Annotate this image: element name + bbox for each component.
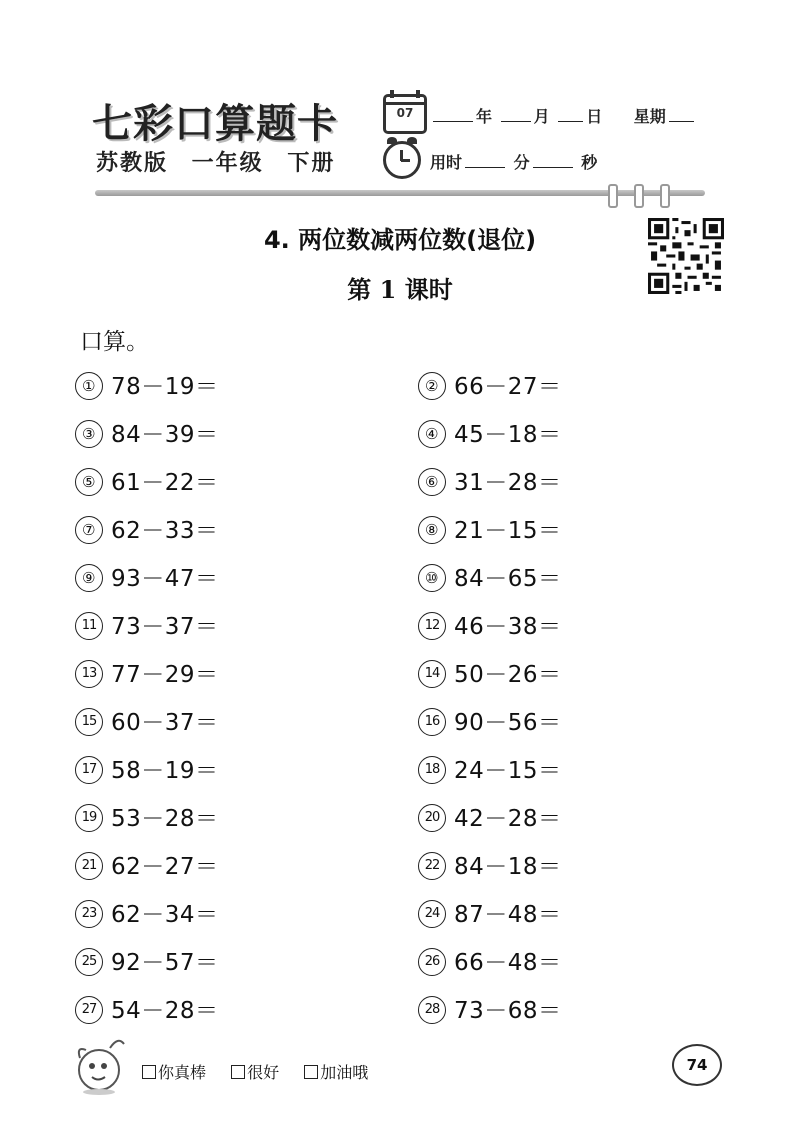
date-line	[430, 104, 697, 127]
problem-item	[75, 656, 219, 690]
praise-good[interactable]: 很好	[231, 1063, 279, 1082]
problem-number: 15	[75, 708, 103, 736]
binder-pin	[634, 184, 644, 208]
section-label: 口算。	[80, 329, 149, 355]
problem-number: ②	[418, 372, 446, 400]
problem-item	[418, 464, 562, 498]
problem-number: 13	[75, 660, 103, 688]
problem-item	[418, 656, 562, 690]
problem-expression: 60－37＝	[111, 710, 219, 736]
checkbox[interactable]	[231, 1065, 245, 1079]
problem-number: 22	[418, 852, 446, 880]
problem-number: ⑧	[418, 516, 446, 544]
mascot-icon	[70, 1030, 128, 1096]
problem-item	[75, 560, 219, 594]
problem-expression: 73－37＝	[111, 614, 219, 640]
problem-number: 25	[75, 948, 103, 976]
problem-number: 21	[75, 852, 103, 880]
problem-item	[418, 560, 562, 594]
checkbox[interactable]	[304, 1065, 318, 1079]
problem-expression: 66－27＝	[454, 374, 562, 400]
problem-expression: 53－28＝	[111, 806, 219, 832]
problem-expression: 58－19＝	[111, 758, 219, 784]
problem-item	[75, 416, 219, 450]
calendar-icon	[383, 94, 427, 134]
problem-expression: 21－15＝	[454, 518, 562, 544]
problem-expression: 62－27＝	[111, 854, 219, 880]
problem-number: 26	[418, 948, 446, 976]
praise-options	[142, 1060, 388, 1083]
problem-expression: 54－28＝	[111, 998, 219, 1024]
problem-item	[75, 464, 219, 498]
edition-label: 苏教版 一年级 下册	[96, 151, 336, 176]
problem-item	[418, 992, 562, 1026]
minute-label: 分	[513, 153, 530, 172]
problem-number: ④	[418, 420, 446, 448]
problem-expression: 62－34＝	[111, 902, 219, 928]
problem-number: 12	[418, 612, 446, 640]
binder-pin	[608, 184, 618, 208]
problem-item	[418, 800, 562, 834]
problem-expression: 84－65＝	[454, 566, 562, 592]
lesson-subtitle: 第 1 课时	[347, 275, 453, 304]
problem-expression: 84－39＝	[111, 422, 219, 448]
problem-item	[418, 896, 562, 930]
checkbox[interactable]	[142, 1065, 156, 1079]
problem-number: 20	[418, 804, 446, 832]
praise-keep-going[interactable]: 加油哦	[304, 1063, 368, 1082]
problem-expression: 73－68＝	[454, 998, 562, 1024]
lesson-title: 4. 两位数减两位数(退位)	[263, 226, 537, 254]
problem-expression: 90－56＝	[454, 710, 562, 736]
problem-item	[75, 800, 219, 834]
clock-icon	[383, 141, 421, 179]
second-label: 秒	[581, 153, 598, 172]
binder-pin	[660, 184, 670, 208]
problem-number: 16	[418, 708, 446, 736]
problem-item	[418, 704, 562, 738]
problem-expression: 78－19＝	[111, 374, 219, 400]
problem-item	[418, 944, 562, 978]
calendar-number: 07	[396, 106, 414, 120]
problem-item	[75, 896, 219, 930]
problem-item	[75, 512, 219, 546]
problem-expression: 45－18＝	[454, 422, 562, 448]
problem-expression: 31－28＝	[454, 470, 562, 496]
problem-expression: 84－18＝	[454, 854, 562, 880]
problem-number: 24	[418, 900, 446, 928]
problem-number: 27	[75, 996, 103, 1024]
problem-item	[75, 944, 219, 978]
year-label: 年	[476, 107, 493, 126]
problem-item	[75, 992, 219, 1026]
problem-expression: 46－38＝	[454, 614, 562, 640]
problem-item	[75, 608, 219, 642]
problem-number: 17	[75, 756, 103, 784]
problem-number: 23	[75, 900, 103, 928]
problem-expression: 62－33＝	[111, 518, 219, 544]
problem-expression: 50－26＝	[454, 662, 562, 688]
problem-number: ⑨	[75, 564, 103, 592]
problem-expression: 42－28＝	[454, 806, 562, 832]
problem-expression: 93－47＝	[111, 566, 219, 592]
problem-item	[418, 848, 562, 882]
problem-item	[75, 752, 219, 786]
problem-number: ③	[75, 420, 103, 448]
problem-item	[418, 368, 562, 402]
problem-expression: 92－57＝	[111, 950, 219, 976]
problem-item	[418, 512, 562, 546]
problem-item	[418, 608, 562, 642]
problem-number: 19	[75, 804, 103, 832]
problem-number: ⑩	[418, 564, 446, 592]
problem-item	[75, 704, 219, 738]
problem-number: ⑥	[418, 468, 446, 496]
problem-number: 11	[75, 612, 103, 640]
weekday-label: 星期	[633, 107, 666, 126]
qr-code	[648, 218, 724, 294]
brand-title: 七彩口算题卡	[92, 100, 338, 147]
problem-number: ⑦	[75, 516, 103, 544]
month-label: 月	[533, 107, 550, 126]
problem-expression: 61－22＝	[111, 470, 219, 496]
problem-expression: 87－48＝	[454, 902, 562, 928]
problem-number: 28	[418, 996, 446, 1024]
problem-expression: 24－15＝	[454, 758, 562, 784]
problem-item	[75, 368, 219, 402]
problem-item	[418, 752, 562, 786]
praise-great[interactable]: 你真棒	[142, 1063, 206, 1082]
problem-number: 14	[418, 660, 446, 688]
problem-expression: 77－29＝	[111, 662, 219, 688]
problem-item	[418, 416, 562, 450]
problem-number: ⑤	[75, 468, 103, 496]
time-used-label: 用时	[430, 153, 463, 172]
page-number: 74	[672, 1044, 722, 1086]
problem-expression: 66－48＝	[454, 950, 562, 976]
day-label: 日	[586, 107, 603, 126]
problem-number: 18	[418, 756, 446, 784]
problem-number: ①	[75, 372, 103, 400]
problem-item	[75, 848, 219, 882]
time-line	[430, 150, 597, 173]
